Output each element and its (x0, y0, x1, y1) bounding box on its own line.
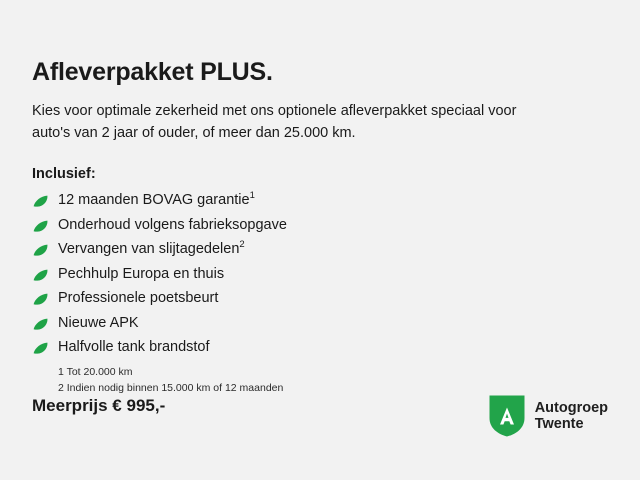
intro-paragraph: Kies voor optimale zekerheid met ons optionele afleverpakket speciaal voor auto's van 2 jaar of ouder, of meer dan 25.000 km. (32, 102, 517, 141)
price-text: Meerprijs € 995,- (32, 396, 166, 415)
footnote-1: 1 Tot 20.000 km (58, 366, 133, 379)
footnote-marker: 2 (239, 239, 245, 251)
list-item-label: Vervangen van slijtagedelen (58, 241, 240, 258)
list-item (32, 215, 616, 236)
content-block (32, 58, 616, 397)
brand-text (535, 400, 608, 432)
brand-line-1: Autogroep (534, 399, 608, 416)
brand-line-2: Twente (534, 416, 584, 432)
footnote-2: 2 Indien nodig binnen 15.000 km of 12 maanden (58, 382, 284, 395)
list-item (32, 264, 616, 285)
leaf-icon (33, 195, 48, 207)
features-list (32, 190, 616, 358)
leaf-icon (33, 342, 48, 354)
list-item-label: 12 maanden BOVAG garantie (58, 192, 250, 209)
list-item-label: Onderhoud volgens fabrieksopgave (58, 216, 287, 233)
list-item-label: Pechhulp Europa en thuis (58, 265, 225, 282)
brand-logo (488, 394, 608, 438)
footnote-marker: 1 (249, 190, 255, 202)
list-item-label: Nieuwe APK (58, 314, 139, 331)
leaf-icon (33, 244, 48, 256)
list-item-label: Halfvolle tank brandstof (58, 338, 210, 355)
leaf-icon (33, 318, 48, 330)
list-item-label: Professionele poetsbeurt (58, 290, 219, 307)
list-item (32, 313, 616, 334)
page-title: Afleverpakket PLUS. (32, 58, 273, 86)
leaf-icon (33, 293, 48, 305)
shield-icon (488, 394, 526, 438)
list-item (32, 239, 616, 260)
list-item (32, 190, 616, 211)
list-item (32, 337, 616, 358)
list-item (32, 288, 616, 309)
includes-label: Inclusief: (32, 166, 96, 183)
footnotes (58, 365, 616, 397)
leaf-icon (33, 220, 48, 232)
leaf-icon (33, 269, 48, 281)
